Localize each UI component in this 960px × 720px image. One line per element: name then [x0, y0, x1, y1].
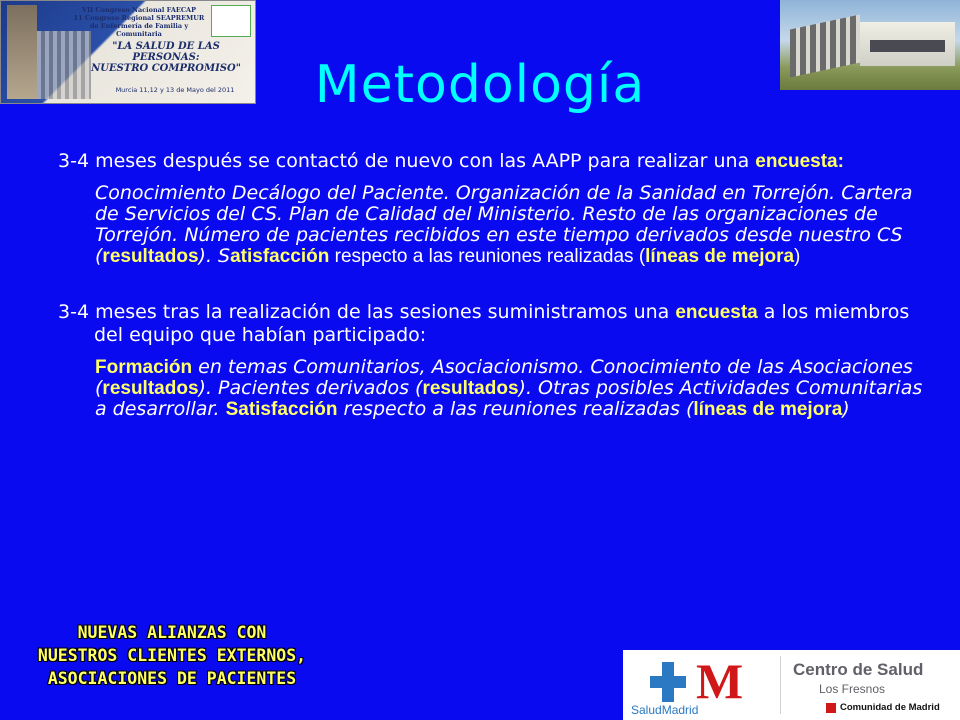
congress-line-2: 11 Congreso Regional SEAPREMUR — [73, 14, 205, 22]
comunidad-madrid-icon — [826, 703, 836, 713]
alliance-line-2: NUESTROS CLIENTES EXTERNOS, — [37, 646, 307, 665]
salud-madrid-label: SaludMadrid — [631, 703, 699, 717]
detail-text: en temas Comunitarios, Asociacionismo. Conocimiento de las Asociaciones — [192, 356, 913, 378]
detail-paren: ) — [198, 377, 206, 399]
madrid-m-icon: M — [696, 653, 744, 709]
slogan-line-1: "LA SALUD DE LAS PERSONAS: — [112, 41, 220, 63]
centro-salud-label: Centro de Salud — [793, 660, 924, 679]
seapremur-badge — [211, 5, 251, 37]
bullet-1-highlight: encuesta: — [755, 151, 844, 172]
detail-paren: ( — [685, 398, 694, 420]
los-fresnos-label: Los Fresnos — [819, 682, 886, 696]
detail-text: respecto a las reuniones realizadas — [337, 398, 686, 420]
detail-highlight-lineas-mejora: líneas de mejora — [645, 246, 795, 267]
bullet-2 — [58, 301, 928, 347]
bullet-1-detail — [58, 183, 928, 267]
detail-paren: ) — [198, 245, 206, 267]
slide-body — [58, 150, 928, 420]
comunidad-madrid-label: Comunidad de Madrid — [840, 702, 940, 713]
detail-highlight-satisfaccion: Satisfacción — [225, 399, 338, 420]
detail-text: . Otras posibles Actividades Comunitarias a desarrollar. — [95, 377, 923, 420]
detail-text: Conocimiento Decálogo del Paciente. Organización de la Sanidad en Torrejón. Cartera de Servicios del CS. Plan de Calidad del Ministerio. Resto de las organizaciones de Torrejón. Número de pacientes recibidos en este tiempo derivados desde nuestro CS — [95, 182, 913, 246]
detail-highlight-formacion: Formación — [95, 357, 193, 378]
alliance-line-1: NUEVAS ALIANZAS CON — [77, 623, 267, 642]
detail-paren: ( — [638, 246, 646, 267]
logo-divider — [780, 656, 781, 714]
detail-highlight-resultados: resultados — [422, 378, 519, 399]
detail-paren: ) — [794, 246, 801, 267]
detail-highlight-satisfaccion: atisfacción — [230, 246, 330, 267]
detail-text: . Pacientes derivados — [205, 377, 416, 399]
slide-title: Metodología — [314, 55, 646, 115]
congress-line-3: de Enfermería de Familia y Comunitaria — [89, 22, 189, 38]
detail-paren: ( — [95, 377, 103, 399]
detail-paren: ) — [518, 377, 526, 399]
detail-text: . S — [205, 245, 231, 267]
alliance-caption — [0, 621, 344, 690]
bullet-1 — [58, 150, 928, 173]
detail-paren: ( — [95, 245, 103, 267]
bullet-2-text: a los miembros del equipo que habían participado: — [94, 301, 910, 346]
detail-paren: ( — [415, 377, 423, 399]
bullet-2-text: 3-4 meses tras la realización de las sesiones suministramos una — [58, 301, 676, 323]
congress-line-1: VII Congreso Nacional FAECAP — [82, 6, 196, 14]
detail-highlight-resultados: resultados — [102, 378, 199, 399]
slogan-line-2: NUESTRO COMPROMISO" — [91, 63, 241, 74]
bullet-2-highlight: encuesta — [675, 302, 758, 323]
bullet-1-text: 3-4 meses después se contactó de nuevo con las AAPP para realizar una — [58, 150, 756, 172]
congress-dates: Murcia 11,12 y 13 de Mayo del 2011 — [115, 86, 235, 94]
alliance-line-3: ASOCIACIONES DE PACIENTES — [47, 669, 297, 688]
medical-cross-icon — [650, 662, 686, 702]
detail-highlight-resultados: resultados — [102, 246, 199, 267]
centro-salud-logo — [623, 650, 960, 720]
detail-paren: ) — [842, 398, 850, 420]
detail-highlight-lineas-mejora: líneas de mejora — [693, 399, 843, 420]
bullet-2-detail — [58, 357, 928, 420]
detail-text: respecto a las reuniones realizadas — [329, 246, 639, 267]
